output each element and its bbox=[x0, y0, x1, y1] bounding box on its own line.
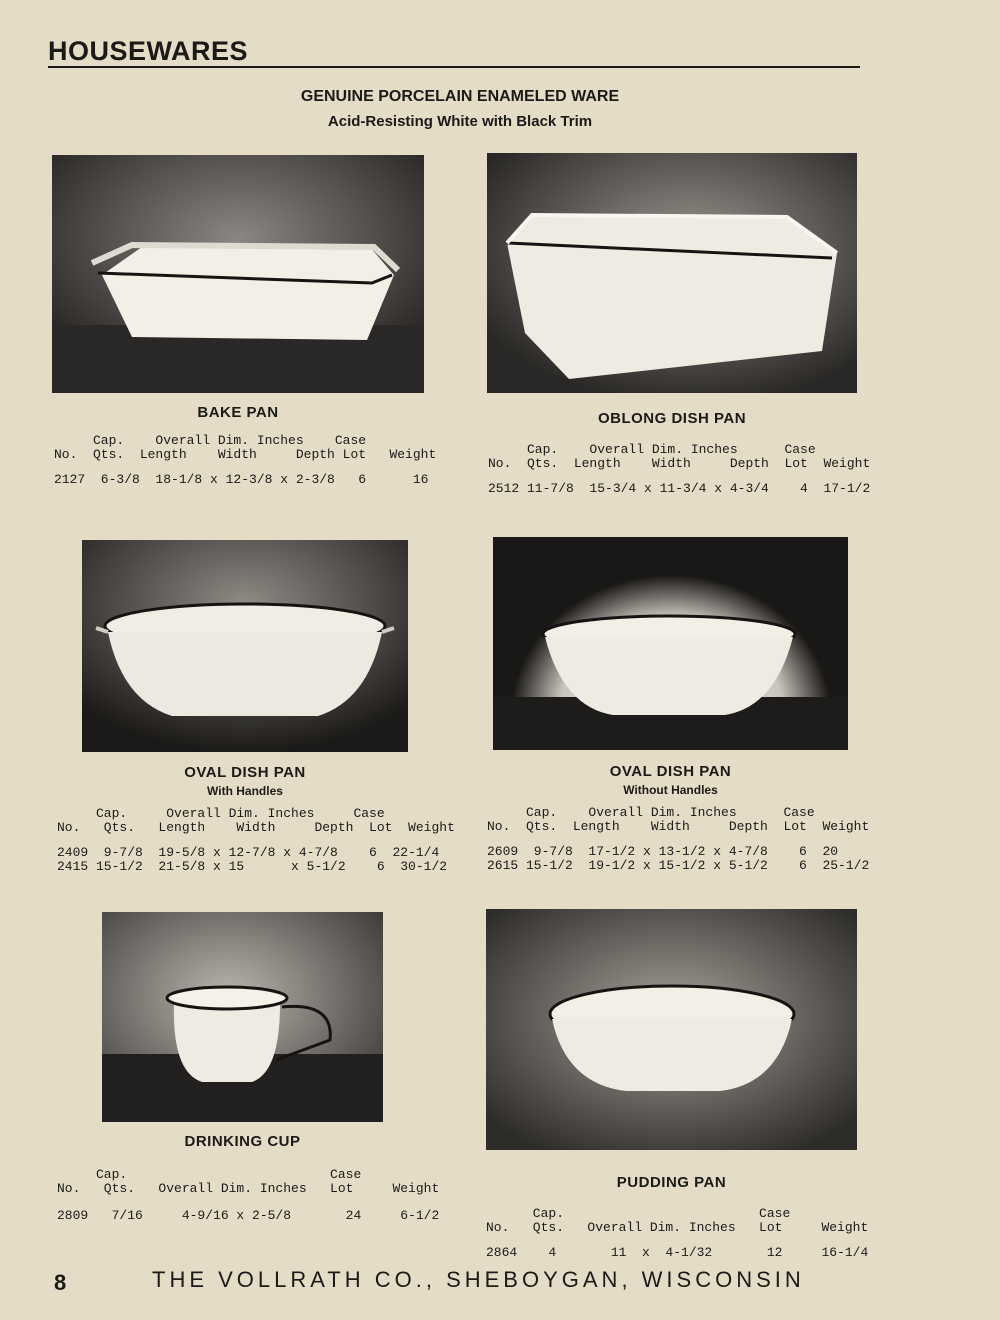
bake-pan-photo bbox=[52, 155, 424, 393]
oblong-dish-pan-header-1: Cap. Overall Dim. Inches Case bbox=[488, 442, 816, 457]
oval-dish-pan-no-handles-header-2: No. Qts. Length Width Depth Lot Weight bbox=[487, 819, 870, 834]
oval-dish-pan-no-handles-row-2: 2615 15-1/2 19-1/2 x 15-1/2 x 5-1/2 6 25-1/2 bbox=[487, 858, 870, 873]
drinking-cup-header-2: No. Qts. Overall Dim. Inches Lot Weight bbox=[57, 1181, 440, 1196]
bake-pan-header-1: Cap. Overall Dim. Inches Case bbox=[54, 433, 367, 448]
oblong-dish-pan-name: OBLONG DISH PAN bbox=[597, 410, 747, 427]
section-title: HOUSEWARES bbox=[48, 36, 249, 66]
drinking-cup-row: 2809 7/16 4-9/16 x 2-5/8 24 6-1/2 bbox=[57, 1208, 440, 1223]
oval-dish-pan-no-handles-header-1: Cap. Overall Dim. Inches Case bbox=[487, 805, 815, 820]
page-subtitle: Acid-Resisting White with Black Trim bbox=[327, 113, 593, 130]
oval-dish-pan-handles-header-1: Cap. Overall Dim. Inches Case bbox=[57, 806, 385, 821]
drinking-cup-photo bbox=[102, 912, 383, 1122]
page-title: GENUINE PORCELAIN ENAMELED WARE bbox=[300, 88, 620, 105]
oval-dish-pan-handles-sub: With Handles bbox=[207, 784, 283, 798]
oval-dish-pan-no-handles-row-1: 2609 9-7/8 17-1/2 x 13-1/2 x 4-7/8 6 20 bbox=[487, 844, 839, 859]
pudding-pan-name: PUDDING PAN bbox=[616, 1174, 727, 1191]
oblong-dish-pan-photo bbox=[487, 153, 857, 393]
bake-pan-name: BAKE PAN bbox=[197, 404, 279, 421]
oval-dish-pan-handles-row-1: 2409 9-7/8 19-5/8 x 12-7/8 x 4-7/8 6 22-1/4 bbox=[57, 845, 440, 860]
header-rule bbox=[48, 66, 860, 68]
oblong-dish-pan-row: 2512 11-7/8 15-3/4 x 11-3/4 x 4-3/4 4 17-1/2 bbox=[488, 481, 871, 496]
oval-dish-pan-no-handles-sub: Without Handles bbox=[623, 783, 718, 797]
oval-dish-pan-handles-photo bbox=[82, 540, 408, 752]
drinking-cup-header-1: Cap. Case bbox=[57, 1167, 362, 1182]
oval-dish-pan-handles-name: OVAL DISH PAN bbox=[184, 764, 306, 781]
bake-pan-row: 2127 6-3/8 18-1/8 x 12-3/8 x 2-3/8 6 16 bbox=[54, 472, 429, 487]
pudding-pan-row: 2864 4 11 x 4-1/32 12 16-1/4 bbox=[486, 1245, 869, 1260]
pudding-pan-header-1: Cap. Case bbox=[486, 1206, 791, 1221]
company-footer: THE VOLLRATH CO., SHEBOYGAN, WISCONSIN bbox=[152, 1267, 805, 1292]
drinking-cup-name: DRINKING CUP bbox=[184, 1133, 301, 1150]
oval-dish-pan-no-handles-photo bbox=[493, 537, 848, 750]
pudding-pan-header-2: No. Qts. Overall Dim. Inches Lot Weight bbox=[486, 1220, 869, 1235]
oblong-dish-pan-header-2: No. Qts. Length Width Depth Lot Weight bbox=[488, 456, 871, 471]
oval-dish-pan-handles-row-2: 2415 15-1/2 21-5/8 x 15 x 5-1/2 6 30-1/2 bbox=[57, 859, 448, 874]
page-number: 8 bbox=[54, 1270, 67, 1295]
oval-dish-pan-no-handles-name: OVAL DISH PAN bbox=[609, 763, 732, 780]
bake-pan-header-2: No. Qts. Length Width Depth Lot Weight bbox=[54, 447, 437, 462]
oval-dish-pan-handles-header-2: No. Qts. Length Width Depth Lot Weight bbox=[57, 820, 455, 835]
pudding-pan-photo bbox=[486, 909, 857, 1150]
